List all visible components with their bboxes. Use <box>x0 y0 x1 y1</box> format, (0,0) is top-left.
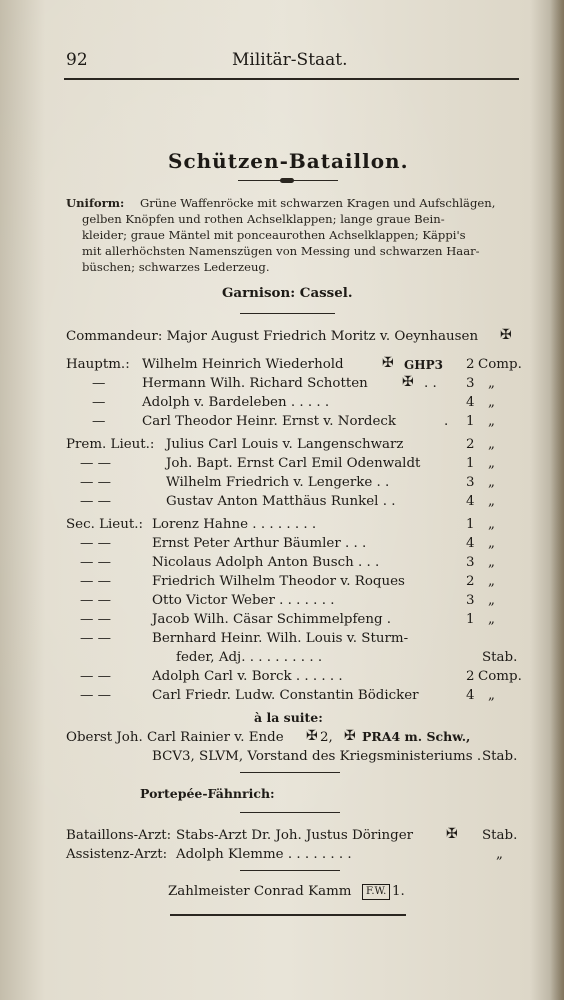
cross-pattee-icon: ✠ <box>382 355 394 371</box>
company-abbr: „ <box>488 475 495 490</box>
section-title: Schützen-Bataillon. <box>168 149 409 173</box>
officer-name: Gustav Anton Matthäus Runkel . . <box>166 494 396 509</box>
title-ornament-dot <box>280 178 294 183</box>
company-number: 2 <box>466 357 475 372</box>
paymaster: Zahlmeister Conrad Kamm <box>168 884 352 899</box>
rank-label: — <box>92 414 106 429</box>
company-number: 3 <box>466 555 475 570</box>
medical-role: Assistenz-Arzt: <box>66 847 168 862</box>
uniform-line: kleider; graue Mäntel mit ponceaurothen Achselklappen; Käppi's <box>82 228 466 242</box>
staff-abbr: Stab. <box>482 650 518 665</box>
rank-label: — <box>92 395 106 410</box>
medical-role: Bataillons-Arzt: <box>66 828 172 843</box>
decoration-code: GHP3 <box>404 358 443 372</box>
cross-pattee-icon: ✠ <box>446 826 458 842</box>
company-abbr: „ <box>488 517 495 532</box>
rank-label: — — <box>80 456 112 471</box>
rank-label: — — <box>80 688 112 703</box>
uniform-label: Uniform: <box>66 196 125 210</box>
officer-name: Carl Friedr. Ludw. Constantin Bödicker <box>152 688 419 703</box>
officer-name: Hermann Wilh. Richard Schotten <box>142 376 368 391</box>
rank-label: — — <box>80 475 112 490</box>
rank-label: — <box>92 376 106 391</box>
officer-name: Wilhelm Heinrich Wiederhold <box>142 357 344 372</box>
rank-label: — — <box>80 631 112 646</box>
running-title: Militär-Staat. <box>232 50 348 70</box>
company-abbr: „ <box>488 593 495 608</box>
rank-label: — — <box>80 555 112 570</box>
officer-name: Lorenz Hahne . . . . . . . . <box>152 517 317 532</box>
bottom-rule <box>170 914 406 916</box>
header-rule <box>64 78 519 80</box>
company-number: 2 <box>466 437 475 452</box>
staff-abbr: Stab. <box>482 828 518 843</box>
company-abbr: „ <box>488 688 495 703</box>
company-number: 3 <box>466 475 475 490</box>
rank-label: — — <box>80 536 112 551</box>
ensign-label: Portepée-Fähnrich: <box>140 786 275 801</box>
company-number: 4 <box>466 395 475 410</box>
rank-label: Hauptm.: <box>66 357 130 372</box>
company-abbr: „ <box>488 376 495 391</box>
company-number: 3 <box>466 593 475 608</box>
officer-name: Bernhard Heinr. Wilh. Louis v. Sturm- <box>152 631 409 646</box>
commander: Commandeur: Major August Friedrich Moritz v. Oeynhausen <box>66 329 479 344</box>
company-abbr: „ <box>488 456 495 471</box>
company-abbr: „ <box>488 574 495 589</box>
company-number: 4 <box>466 494 475 509</box>
section-rule <box>240 772 340 773</box>
suite-decoration: 2, <box>320 730 333 745</box>
company-abbr: Comp. <box>478 357 522 372</box>
officer-name: Adolph Carl v. Borck . . . . . . <box>152 669 343 684</box>
company-number: 4 <box>466 536 475 551</box>
paymaster-decoration-badge: F.W. <box>362 884 390 900</box>
page-number: 92 <box>66 50 88 70</box>
company-number: 1 <box>466 414 475 429</box>
section-rule <box>240 313 335 314</box>
rank-label: — — <box>80 612 112 627</box>
officer-name: Joh. Bapt. Ernst Carl Emil Odenwaldt <box>166 456 421 471</box>
cross-pattee-icon: ✠ <box>402 374 414 390</box>
company-number: 2 <box>466 574 475 589</box>
officer-name: Ernst Peter Arthur Bäumler . . . <box>152 536 367 551</box>
uniform-line: büschen; schwarzes Lederzeug. <box>82 260 270 274</box>
uniform-line: Grüne Waffenröcke mit schwarzen Kragen und Aufschlägen, <box>140 196 496 210</box>
staff-abbr: Stab. <box>482 749 518 764</box>
company-number: 1 <box>466 456 475 471</box>
cross-pattee-icon: ✠ <box>344 728 356 744</box>
company-abbr: „ <box>496 847 503 862</box>
officer-name: Carl Theodor Heinr. Ernst v. Nordeck <box>142 414 397 429</box>
medical-officer: Stabs-Arzt Dr. Joh. Justus Döringer <box>176 828 414 843</box>
company-abbr: „ <box>488 414 495 429</box>
officer-name-continued: feder, Adj. . . . . . . . . . <box>176 650 323 665</box>
rank-label: — — <box>80 494 112 509</box>
company-abbr: „ <box>488 612 495 627</box>
uniform-line: gelben Knöpfen und rothen Achselklappen; lange graue Bein- <box>82 212 445 226</box>
dot-leader: . . <box>424 376 437 391</box>
officer-name: Julius Carl Louis v. Langenschwarz <box>166 437 404 452</box>
company-abbr: „ <box>488 494 495 509</box>
cross-pattee-icon: ✠ <box>306 728 318 744</box>
suite-officer: Oberst Joh. Carl Rainier v. Ende <box>66 730 284 745</box>
rank-label: Prem. Lieut.: <box>66 437 155 452</box>
paymaster-decoration-class: 1. <box>392 884 405 899</box>
company-number: 4 <box>466 688 475 703</box>
medical-officer: Adolph Klemme . . . . . . . . <box>176 847 352 862</box>
rank-label: — — <box>80 669 112 684</box>
company-number: 1 <box>466 612 475 627</box>
company-abbr: Comp. <box>478 669 522 684</box>
section-rule <box>240 870 340 871</box>
officer-name: Adolph v. Bardeleben . . . . . <box>142 395 330 410</box>
officer-name: Friedrich Wilhelm Theodor v. Roques <box>152 574 405 589</box>
company-abbr: „ <box>488 555 495 570</box>
officer-name: Nicolaus Adolph Anton Busch . . . <box>152 555 380 570</box>
company-number: 3 <box>466 376 475 391</box>
company-abbr: „ <box>488 437 495 452</box>
suite-decorations-and-office: BCV3, SLVM, Vorstand des Kriegsministeriums . <box>152 749 482 764</box>
suite-decoration: PRA4 m. Schw., <box>362 729 471 744</box>
garrison: Garnison: Cassel. <box>222 285 353 301</box>
suite-heading: à la suite: <box>254 710 323 725</box>
cross-pattee-icon: ✠ <box>500 327 512 343</box>
rank-label: Sec. Lieut.: <box>66 517 143 532</box>
section-rule <box>240 812 340 813</box>
company-abbr: „ <box>488 395 495 410</box>
company-abbr: „ <box>488 536 495 551</box>
officer-name: Otto Victor Weber . . . . . . . <box>152 593 335 608</box>
rank-label: — — <box>80 593 112 608</box>
company-number: 1 <box>466 517 475 532</box>
officer-name: Wilhelm Friedrich v. Lengerke . . <box>166 475 390 490</box>
rank-label: — — <box>80 574 112 589</box>
officer-name: Jacob Wilh. Cäsar Schimmelpfeng . <box>152 612 392 627</box>
dot-leader: . <box>444 414 449 429</box>
uniform-line: mit allerhöchsten Namenszügen von Messing und schwarzen Haar- <box>82 244 480 258</box>
company-number: 2 <box>466 669 475 684</box>
